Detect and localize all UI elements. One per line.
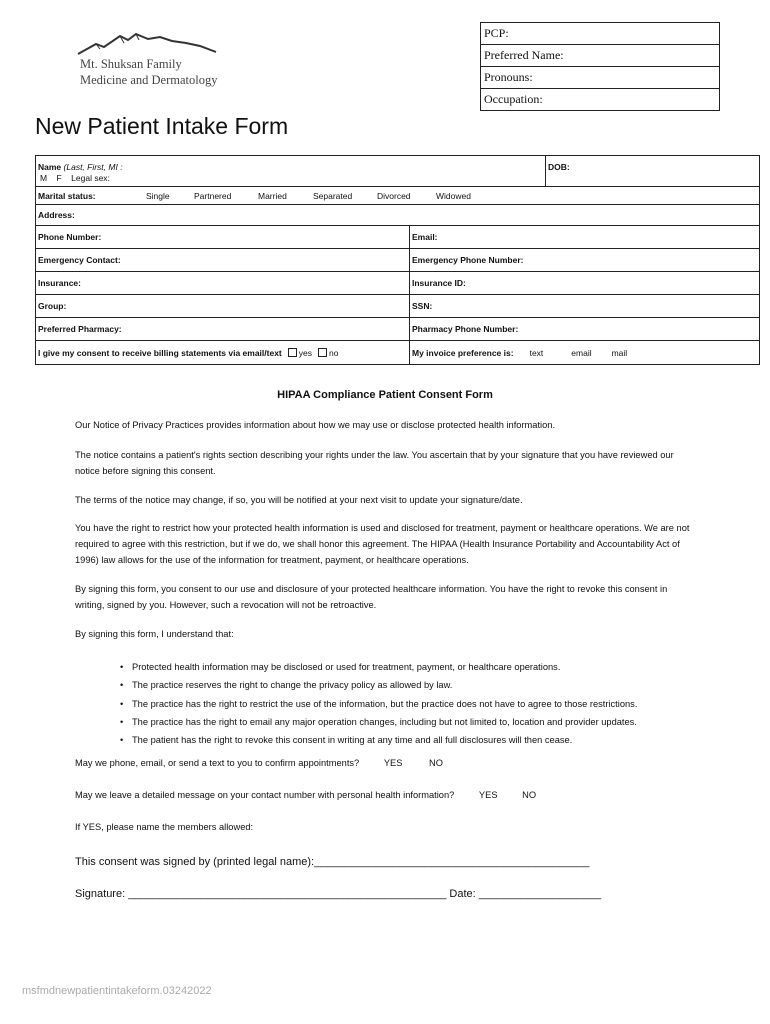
- pronouns-field[interactable]: Pronouns:: [481, 67, 719, 89]
- pharmacy-field[interactable]: Preferred Pharmacy:: [36, 318, 410, 340]
- mountain-icon: [76, 30, 226, 60]
- list-item: • The practice has the right to email any major operation changes, including but not limited to, location and provider updates.: [120, 716, 637, 727]
- list-item: • The practice has the right to restrict the use of the information, but the practice does not have to agree to those restrictions.: [120, 698, 638, 709]
- consent-yes-label: yes: [298, 347, 312, 358]
- billing-consent: [36, 341, 410, 364]
- patient-info-table: [35, 155, 760, 365]
- invoice-preference: [410, 341, 759, 364]
- address-row: [36, 205, 759, 226]
- logo-line-1: Mt. Shuksan Family: [80, 57, 182, 71]
- list-item: • The patient has the right to revoke this consent in writing at any time and all full disclosures will then cease.: [120, 735, 573, 746]
- pcp-field[interactable]: PCP:: [481, 23, 719, 45]
- address-field[interactable]: Address:: [38, 210, 75, 220]
- form-title: New Patient Intake Form: [35, 113, 289, 139]
- privacy-paragraph: Our Notice of Privacy Practices provides information about how we may use or disclose protected health information.: [75, 420, 556, 430]
- practice-logo: [76, 30, 226, 92]
- detailed-message-question: [75, 790, 536, 800]
- ssn-field[interactable]: SSN:: [412, 301, 433, 311]
- invoice-label: My invoice preference is:: [412, 347, 514, 358]
- billing-consent-label: I give my consent to receive billing statements via email/text: [38, 347, 282, 358]
- insurance-field[interactable]: Insurance:: [36, 272, 410, 294]
- rights-paragraph: The notice contains a patient's rights section describing your rights under the law. You ascertain that by your signature that you have reviewed our notice before signing this consent.: [75, 450, 674, 476]
- consent-paragraph: By signing this form, you consent to our use and disclosure of your protected healthcare information. You have the right to revoke this consent in writing, signed by you. However, such a revocation will not be retroactive.: [75, 584, 668, 610]
- pharmacy-row: [36, 318, 759, 341]
- invoice-option-mail[interactable]: mail: [611, 347, 628, 358]
- insurance-row: [36, 272, 759, 295]
- emergency-contact-field[interactable]: Emergency Contact:: [36, 249, 410, 271]
- list-item-text: The practice has the right to email any major operation changes, including but not limited to, location and provider updates.: [132, 716, 637, 727]
- name-label: Name: [38, 162, 62, 172]
- understand-paragraph: By signing this form, I understand that:: [75, 629, 234, 639]
- understanding-list: [120, 658, 637, 749]
- consent-no-checkbox[interactable]: [318, 348, 327, 357]
- occupation-field[interactable]: Occupation:: [484, 92, 543, 106]
- printed-name-line[interactable]: This consent was signed by (printed legal name):_____________________________________________: [75, 856, 590, 868]
- marital-option[interactable]: Partnered: [194, 191, 232, 201]
- list-item: • The practice reserves the right to change the privacy policy as allowed by law.: [120, 680, 453, 691]
- signature-line[interactable]: Signature: ____________________________________________________ Date: ____________________: [75, 888, 602, 900]
- sex-label: M F Legal sex:: [40, 173, 110, 183]
- members-allowed-question: If YES, please name the members allowed:: [75, 822, 254, 832]
- marital-label: Marital status:: [38, 190, 96, 201]
- phone-row: [36, 226, 759, 249]
- hipaa-title: HIPAA Compliance Patient Consent Form: [277, 389, 493, 401]
- emergency-row: [36, 249, 759, 272]
- marital-option[interactable]: Widowed: [436, 191, 471, 201]
- list-item-text: The practice reserves the right to change the privacy policy as allowed by law.: [132, 680, 453, 691]
- marital-option[interactable]: Separated: [313, 191, 353, 201]
- emergency-phone-field[interactable]: Emergency Phone Number:: [412, 255, 524, 265]
- form-id-footer: msfmdnewpatientintakeform.03242022: [22, 985, 212, 997]
- insurance-id-field[interactable]: Insurance ID:: [412, 278, 466, 288]
- marital-row: [36, 187, 759, 205]
- consent-row: [36, 341, 759, 364]
- q1-no-option[interactable]: NO: [429, 758, 443, 768]
- list-item: • Protected health information may be disclosed or used for treatment, payment, or healthcare operations.: [120, 662, 561, 672]
- list-item-text: Protected health information may be disclosed or used for treatment, payment, or healthcare operations.: [132, 662, 561, 672]
- restrict-paragraph: You have the right to restrict how your protected health information is used and disclosed for treatment, payment or healthcare operations. We are not required to agree with this restriction, but if we do, we shall honor this agreement. The HIPAA (Health Insurance Portability and Accountability Act of 1996) law allows for the use of the information for treatment, payment, or healthcare operations.: [75, 523, 690, 565]
- marital-option[interactable]: Divorced: [377, 191, 411, 201]
- marital-option[interactable]: Married: [258, 191, 287, 201]
- invoice-option-email[interactable]: email: [571, 347, 592, 358]
- phone-field[interactable]: Phone Number:: [36, 226, 410, 248]
- terms-paragraph: The terms of the notice may change, if so, you will be notified at your next visit to update your signature/date.: [75, 495, 523, 505]
- list-item-text: The practice has the right to restrict the use of the information, but the practice does not have to agree to those restrictions.: [132, 698, 638, 709]
- confirm-appointments-question: [75, 758, 443, 768]
- name-field[interactable]: [36, 156, 546, 186]
- pharmacy-phone-field[interactable]: Pharmacy Phone Number:: [412, 324, 519, 334]
- question-text: May we phone, email, or send a text to you to confirm appointments?: [75, 758, 360, 768]
- dob-field[interactable]: DOB:: [548, 162, 570, 172]
- group-field[interactable]: Group:: [36, 295, 410, 317]
- question-text: May we leave a detailed message on your contact number with personal health information?: [75, 790, 455, 800]
- invoice-option-text[interactable]: text: [529, 347, 544, 358]
- consent-no-label: no: [329, 347, 339, 358]
- consent-yes-checkbox[interactable]: [288, 348, 297, 357]
- marital-option[interactable]: Single: [146, 191, 170, 201]
- email-field[interactable]: Email:: [412, 232, 438, 242]
- name-row: [36, 156, 759, 187]
- q2-yes-option[interactable]: YES: [478, 790, 498, 800]
- preferred-name-field[interactable]: Preferred Name:: [481, 45, 719, 67]
- q2-no-option[interactable]: NO: [522, 790, 537, 800]
- q1-yes-option[interactable]: YES: [383, 758, 403, 768]
- pcp-box: [480, 22, 720, 111]
- logo-line-2: Medicine and Dermatology: [80, 73, 218, 87]
- group-row: [36, 295, 759, 318]
- name-hint: (Last, First, MI :: [63, 162, 123, 172]
- list-item-text: The patient has the right to revoke this consent in writing at any time and all full disclosures will then cease.: [132, 735, 573, 746]
